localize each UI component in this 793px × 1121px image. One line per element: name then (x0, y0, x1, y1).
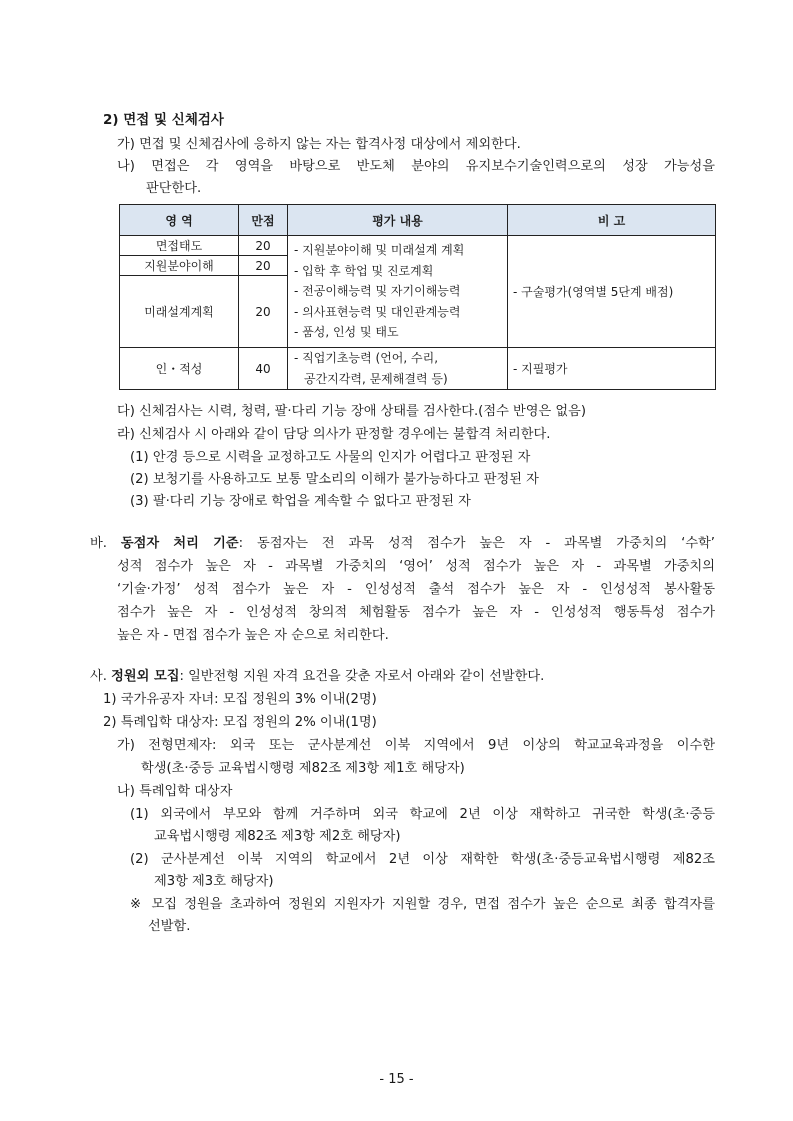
interview-rule-ga: 가) 면접 및 신체검사에 응하지 않는 자는 합격사정 대상에서 제외한다. (117, 137, 521, 152)
outside-line1-text: : 일반전형 지원 자격 요건을 갖춘 자로서 아래와 같이 선발한다. (179, 669, 545, 684)
outside-ga-line2: 학생(초·중등 교육법시행령 제82조 제3항 제1호 해당자) (141, 761, 465, 776)
section-title-interview: 2) 면접 및 신체검사 (103, 112, 224, 128)
header-area: 영 역 (120, 205, 239, 236)
interview-rule-na-line2: 판단한다. (146, 181, 202, 196)
outside-item2: 2) 특례입학 대상자: 모집 정원의 2% 이내(1명) (103, 715, 377, 730)
fail-criterion-1: (1) 안경 등으로 시력을 교정하고도 사물의 인지가 어렵다고 판정된 자 (130, 450, 531, 465)
area-cell: 미래설계계획 (120, 276, 239, 348)
header-content: 평가 내용 (288, 205, 508, 236)
physical-check-da: 다) 신체검사는 시력, 청력, 팔·다리 기능 장애 상태를 검사한다.(점수 반영은 없음) (117, 404, 587, 419)
outside-na: 나) 특례입학 대상자 (117, 784, 233, 799)
table-row (120, 236, 716, 256)
outside-ga-line1: 가) 전형면제자: 외국 또는 군사분계선 이북 지역에서 9년 이상의 학교교육과정을 이수한 (117, 738, 715, 753)
content-line: - 의사표현능력 및 대인관계능력 (294, 304, 461, 319)
tie-line3: ‘기술·가정’ 성적 점수가 높은 자 - 인성성적 출석 점수가 높은 자 - 인성성적 봉사활동 (117, 582, 715, 597)
score-cell: 40 (239, 348, 288, 390)
content-line: - 품성, 인성 및 태도 (294, 325, 399, 340)
outside-sub2-line1: (2) 군사분계선 이북 지역의 학교에서 2년 이상 재학한 학생(초·중등교육법시행령 제82조 (130, 852, 715, 867)
tie-line4: 점수가 높은 자 - 인성성적 창의적 체험활동 점수가 높은 자 - 인성성적 행동특성 점수가 (117, 605, 715, 620)
area-cell: 면접태도 (120, 236, 239, 256)
area-cell: 인・적성 (120, 348, 239, 390)
content-line: - 입학 후 학업 및 진로계획 (294, 263, 434, 278)
outside-sub1-line2: 교육법시행령 제82조 제3항 제2호 해당자) (154, 829, 401, 844)
outside-title: 정원외 모집 (111, 669, 180, 684)
score-cell: 20 (239, 256, 288, 276)
header-score: 만점 (239, 205, 288, 236)
interview-rule-na-line1: 나) 면접은 각 영역을 바탕으로 반도체 분야의 유지보수기술인력으로의 성장 가능성을 (117, 159, 715, 174)
interview-score-table (119, 204, 716, 390)
table-row (120, 348, 716, 390)
outside-prefix: 사. (90, 669, 107, 684)
score-cell: 20 (239, 236, 288, 256)
physical-check-ra: 라) 신체검사 시 아래와 같이 담당 의사가 판정할 경우에는 불합격 처리한다. (117, 427, 551, 442)
outside-sub1-line1: (1) 외국에서 부모와 함께 거주하며 외국 학교에 2년 이상 재학하고 귀국한 학생(초·중등 (130, 807, 715, 822)
content-cell-group1 (288, 236, 508, 348)
content-line: - 직업기초능력 (언어, 수리, (294, 351, 439, 365)
tie-line2: 성적 점수가 높은 자 - 과목별 가중치의 ‘영어’ 성적 점수가 높은 자 - 과목별 가중치의 (117, 559, 715, 574)
fail-criterion-3: (3) 팔·다리 기능 장애로 학업을 계속할 수 없다고 판정된 자 (130, 494, 471, 509)
tie-title: 동점자 처리 기준 (120, 536, 239, 551)
outside-note-line2: 선발함. (148, 919, 191, 934)
table-header-row (120, 205, 716, 236)
content-cell-group2 (288, 348, 508, 390)
area-cell: 지원분야이해 (120, 256, 239, 276)
tie-prefix: 바. (90, 536, 107, 551)
tie-line1 (90, 537, 715, 550)
header-remark: 비 고 (508, 205, 716, 236)
remark-cell-group1: - 구술평가(영역별 5단계 배점) (508, 236, 716, 348)
content-line: - 지원분야이해 및 미래설계 계획 (294, 243, 465, 258)
tie-line5: 높은 자 - 면접 점수가 높은 자 순으로 처리한다. (117, 628, 389, 643)
outside-sub2-line2: 제3항 제3호 해당자) (154, 874, 274, 889)
content-line: 공간지각력, 문제해결력 등) (304, 371, 448, 386)
page-number: - 15 - (379, 1072, 414, 1087)
outside-note-line1: ※ 모집 정원을 초과하여 정원외 지원자가 지원할 경우, 면접 점수가 높은 순으로 최종 합격자를 (130, 897, 715, 912)
outside-item1: 1) 국가유공자 자녀: 모집 정원의 3% 이내(2명) (103, 692, 377, 707)
tie-line1-text: : 동점자는 전 과목 성적 점수가 높은 자 - 과목별 가중치의 ‘수학’ (238, 536, 715, 551)
outside-line1 (90, 670, 544, 683)
fail-criterion-2: (2) 보청기를 사용하고도 보통 말소리의 이해가 불가능하다고 판정된 자 (130, 472, 539, 487)
remark-cell-group2: - 지필평가 (508, 348, 716, 390)
score-cell: 20 (239, 276, 288, 348)
content-line: - 전공이해능력 및 자기이해능력 (294, 284, 461, 299)
